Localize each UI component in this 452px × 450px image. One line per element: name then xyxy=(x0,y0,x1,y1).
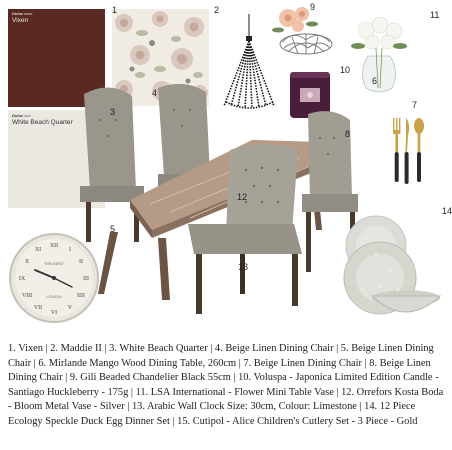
clock-numeral-v: V xyxy=(67,305,73,311)
swatch-wbq-brand: Dulux xyxy=(12,113,24,118)
item-label-1: 1 xyxy=(112,5,118,15)
clock-city: LONDON xyxy=(46,295,62,299)
wall-clock-image xyxy=(8,232,100,324)
metal-vase-flowers-image xyxy=(258,4,340,62)
clock-numeral-viii: VIII xyxy=(21,293,33,299)
swatch-vixen-brand: Dulux xyxy=(12,11,24,16)
item-label-10: 10 xyxy=(340,65,351,75)
swatch-vixen-code: 00000 xyxy=(24,12,33,16)
swatch-wbq-name: White Beach Quarter xyxy=(12,119,73,126)
item-label-6: 6 xyxy=(372,76,378,86)
clock-numeral-i: I xyxy=(69,247,71,253)
clock-numeral-iiii: IIII xyxy=(77,293,85,299)
clock-brand: THE KENT xyxy=(44,261,64,266)
item-label-14: 14 xyxy=(442,206,452,216)
item-label-13: 13 xyxy=(238,262,249,272)
item-label-5: 5 xyxy=(110,224,116,234)
item-label-4: 4 xyxy=(152,88,158,98)
item-label-2: 2 xyxy=(214,5,220,15)
clock-numeral-ix: IX xyxy=(18,276,26,282)
item-label-3: 3 xyxy=(110,107,116,117)
clock-numeral-ii: II xyxy=(79,259,83,265)
item-label-12: 12 xyxy=(237,192,248,202)
item-list-caption: 1. Vixen | 2. Maddie II | 3. White Beach Quarter | 4. Beige Linen Dining Chair | 5. Beige Linen Dining Chair | 6. Mirlande Mango Wood Dining Table, 260cm | 7. Beige Linen Dining Chair | 8. Beige Linen Dining Chair | 9. Gili Beaded Chandelier Black 55cm | 10. Voluspa - Japonica Limited Edition Candle - Santiago Huckleberry - 175g | 11. LSA International - Flower Mini Table Vase | 12. Orrefors Kosta Boda - Bloom Metal Vase - Silver | 13. Arabic Wall Clock Size: 30cm, Colour: Limestone | 14. 12 Piece Ecology Speckle Duck Egg Dinner Set | 15. Cutipol - Alice Children's Cutlery Set - 3 Piece - Gold xyxy=(8,343,444,427)
item-label-9: 9 xyxy=(310,2,316,12)
swatch-wbq-code: 0000 xyxy=(24,114,31,118)
clock-numeral-xi: XI xyxy=(34,247,42,253)
item-label-11: 11 xyxy=(430,10,440,20)
gold-cutlery-image xyxy=(386,114,432,190)
clock-numeral-x: X xyxy=(24,259,30,265)
clock-numeral-xii: XII xyxy=(49,243,59,249)
clock-numeral-iii: III xyxy=(83,276,89,282)
item-label-8: 8 xyxy=(345,129,351,139)
dinner-set-image xyxy=(318,210,444,330)
clock-numeral-vii: VII xyxy=(33,305,43,311)
item-label-7: 7 xyxy=(412,100,418,110)
clock-numeral-vi: VI xyxy=(50,310,58,316)
swatch-vixen-name: Vixen xyxy=(12,17,29,24)
